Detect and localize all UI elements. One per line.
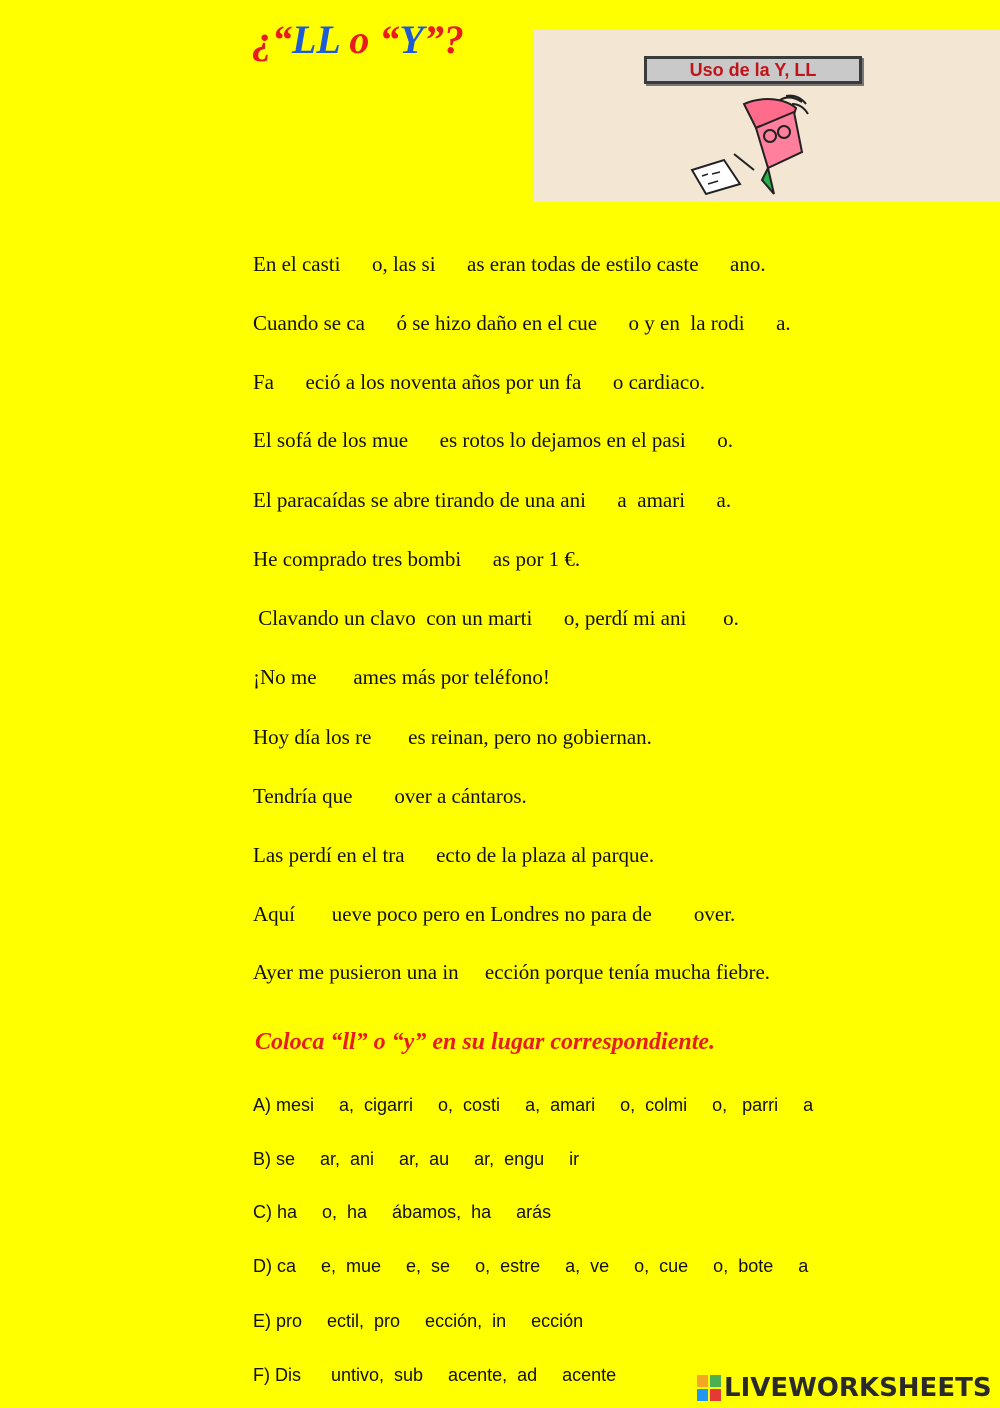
- sentence-4: El sofá de los mue es rotos lo dejamos en el pasi o.: [253, 428, 733, 452]
- sentence-7: Clavando un clavo con un marti o, perdí mi ani o.: [253, 606, 739, 630]
- exercise-b: B) se ar, ani ar, au ar, engu ir: [253, 1149, 580, 1169]
- title-middle: o “: [339, 17, 400, 62]
- sentence-10: Tendría que over a cántaros.: [253, 784, 527, 808]
- sentence-13: Ayer me pusieron una in ección porque tenía mucha fiebre.: [253, 960, 771, 984]
- title-y: Y: [399, 17, 424, 62]
- exercise-a: A) mesi a, cigarri o, costi a, amari o, colmi o, parri a: [253, 1095, 814, 1115]
- title-suffix: ”?: [423, 17, 464, 62]
- header-illustration: [534, 30, 1000, 202]
- writing-person-icon: [684, 94, 824, 198]
- sentence-3: Fa eció a los noventa años por un fa o cardiaco.: [253, 370, 705, 394]
- exercise-f: F) Dis untivo, sub acente, ad acente: [253, 1365, 617, 1385]
- sentence-11: Las perdí en el tra ecto de la plaza al parque.: [253, 843, 655, 867]
- sentence-2: Cuando se ca ó se hizo daño en el cue o y en la rodi a.: [253, 311, 791, 335]
- sentence-6: He comprado tres bombi as por 1 €.: [253, 547, 581, 571]
- liveworksheets-logo-icon: [696, 1374, 722, 1402]
- exercise-e: E) pro ectil, pro ección, in ección: [253, 1311, 584, 1331]
- sentence-5: El paracaídas se abre tirando de una ani a amari a.: [253, 488, 732, 512]
- watermark-text: LIVEWORKSHEETS: [724, 1373, 992, 1403]
- instruction-heading: Coloca “ll” o “y” en su lugar correspondiente.: [255, 1029, 716, 1055]
- illustration-label: Uso de la Y, LL: [644, 56, 862, 84]
- sentence-1: En el casti o, las si as eran todas de estilo caste ano.: [253, 252, 766, 276]
- exercise-c: C) ha o, ha ábamos, ha arás: [253, 1202, 552, 1222]
- sentence-8: ¡No me ames más por teléfono!: [253, 665, 550, 689]
- sentence-9: Hoy día los re es reinan, pero no gobiernan.: [253, 725, 652, 749]
- worksheet-title: [252, 14, 464, 66]
- exercise-d: D) ca e, mue e, se o, estre a, ve o, cue o, bote a: [253, 1256, 809, 1276]
- title-prefix: ¿“: [252, 17, 292, 62]
- title-ll: LL: [292, 17, 340, 62]
- sentence-12: Aquí ueve poco pero en Londres no para de over.: [253, 902, 736, 926]
- liveworksheets-watermark: [696, 1372, 992, 1404]
